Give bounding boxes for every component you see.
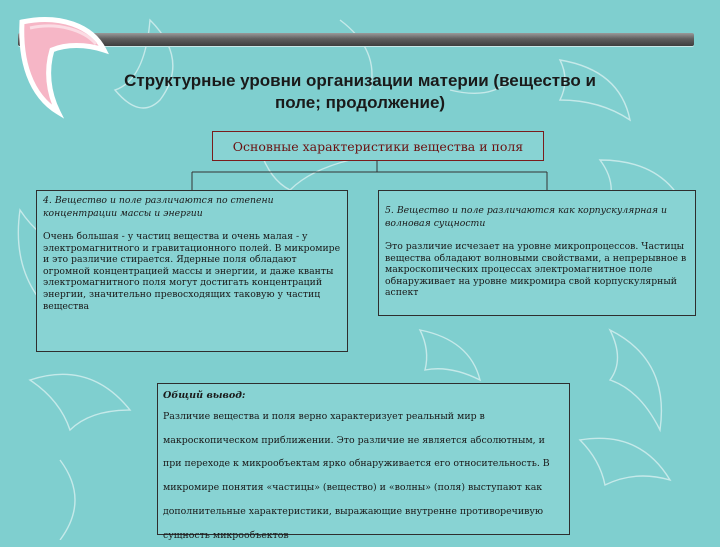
slide-title — [60, 70, 660, 114]
main-heading-box — [212, 131, 544, 161]
box4-heading: 4. Вещество и поле различаются по степени концентрации массы и энергии — [43, 195, 274, 219]
main-heading: Основные характеристики вещества и поля — [232, 138, 524, 154]
slide-title-line1: Структурные уровни организации материи (вещество и — [124, 71, 596, 90]
characteristic-box-4 — [36, 190, 348, 352]
box5-text: Это различие исчезает на уровне микропроцессов. Частицы вещества обладают волновыми свойствами, а непрерывное в макроскопических процессах электромагнитное поле обнаруживает на уровне микромира свой корпускулярный аспект — [385, 241, 687, 299]
conclusion-heading: Общий вывод: — [163, 390, 246, 401]
conclusion-text: Различие вещества и поля верно характеризует реальный мир в макроскопическом приближении. Это различие не является абсолютным, и при переходе к микрообъектам ярко обнаруживается его относительность. В микромире понятия «частицы» (вещество) и «волны» (поля) выступают как дополнительные характеристики, выражающие внутренне противоречивую сущность микрообъектов — [163, 411, 550, 541]
slide-title-line2: поле; продолжение) — [274, 93, 446, 112]
conclusion-box — [157, 383, 570, 541]
characteristic-box-5 — [378, 190, 696, 316]
box4-text: Очень большая - у частиц вещества и очень малая - у электромагнитного и гравитационного полей. В микромире и это различие стирается. Ядерные поля обладают огромной концентрацией массы и энергии, и даже кванты электромагнитного поля могут достигать концентраций энергии, значительно превосходящих таковую у частиц вещества — [43, 231, 341, 312]
box5-heading: 5. Вещество и поле различаются как корпускулярная и волновая сущности — [385, 205, 667, 229]
